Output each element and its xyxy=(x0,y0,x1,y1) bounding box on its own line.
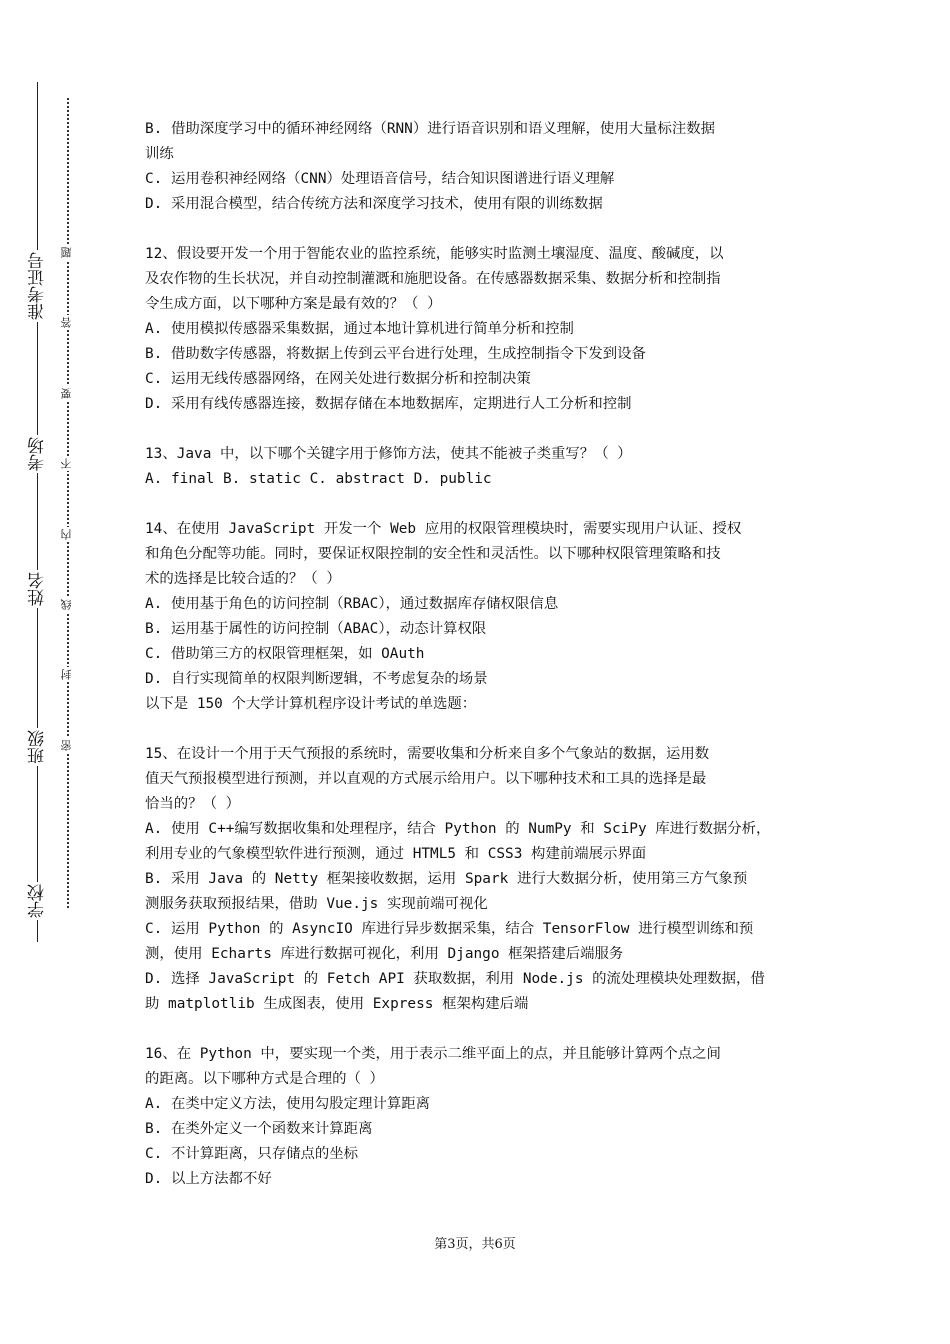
question-content xyxy=(145,117,825,1192)
q11-option-c: C. 运用卷积神经网络（CNN）处理语音信号，结合知识图谱进行语义理解 xyxy=(145,171,615,187)
q12-option-c: C. 运用无线传感器网络，在网关处进行数据分析和控制决策 xyxy=(145,371,531,387)
q15-option-a-line: A. 使用 C++编写数据收集和处理程序，结合 Python 的 NumPy 和 SciPy 库进行数据分析， xyxy=(145,821,771,837)
q15-option-b-line: B. 采用 Java 的 Netty 框架接收数据，运用 Spark 进行大数据分析，使用第三方气象预 xyxy=(145,871,748,887)
q15-stem-line: 值天气预报模型进行预测，并以直观的方式展示给用户。以下哪种技术和工具的选择是最 xyxy=(145,771,707,787)
q15-option-a-line: 利用专业的气象模型软件进行预测，通过 HTML5 和 CSS3 构建前端展示界面 xyxy=(145,846,647,862)
cut-word: 线 xyxy=(60,599,73,610)
q15-stem-line: 恰当的？（ ） xyxy=(145,796,241,812)
q11-option-b-line: B. 借助深度学习中的循环神经网络（RNN）进行语音识别和语义理解，使用大量标注数据 xyxy=(145,121,716,137)
q14-stem-line: 术的选择是比较合适的？（ ） xyxy=(145,571,341,587)
q14-option-c: C. 借助第三方的权限管理框架，如 OAuth xyxy=(145,646,425,662)
q14-option-b: B. 运用基于属性的访问控制（ABAC），动态计算权限 xyxy=(145,621,487,637)
q13-stem: 13、Java 中，以下哪个关键字用于修饰方法，使其不能被子类重写？（ ） xyxy=(145,446,632,462)
cut-word: 要 xyxy=(60,388,73,399)
q12-stem-line: 及农作物的生长状况，并自动控制灌溉和施肥设备。在传感器数据采集、数据分析和控制指 xyxy=(145,271,721,287)
cut-word: 题 xyxy=(60,247,73,258)
q15-option-b-line: 测服务获取预报结果，借助 Vue.js 实现前端可视化 xyxy=(145,896,488,912)
binding-solid-line xyxy=(37,82,38,942)
q16-option-d: D. 以上方法都不好 xyxy=(145,1171,272,1187)
q15-option-c-line: C. 运用 Python 的 AsyncIO 库进行异步数据采集，结合 TensorFlow 进行模型训练和预 xyxy=(145,921,754,937)
q14-stem-line: 14、在使用 JavaScript 开发一个 Web 应用的权限管理模块时，需要实现用户认证、授权 xyxy=(145,521,742,537)
q15-option-c-line: 测，使用 Echarts 库进行数据可视化，利用 Django 框架搭建后端服务 xyxy=(145,946,624,962)
q16-stem-line: 的距离。以下哪种方式是合理的（ ） xyxy=(145,1071,384,1087)
cut-word: 答 xyxy=(60,317,73,328)
q13-options: A. final B. static C. abstract D. public xyxy=(145,471,492,487)
binding-dotted-line xyxy=(67,98,69,908)
q11-option-b-line: 训练 xyxy=(145,146,174,162)
exam-number-label: 准考证号 xyxy=(18,250,58,322)
q11-option-d: D. 采用混合模型，结合传统方法和深度学习技术，使用有限的训练数据 xyxy=(145,196,603,212)
q16-option-c: C. 不计算距离，只存储点的坐标 xyxy=(145,1146,359,1162)
q12-stem-line: 12、假设要开发一个用于智能农业的监控系统，能够实时监测土壤湿度、温度、酸碱度，以 xyxy=(145,246,724,262)
q12-option-a: A. 使用模拟传感器采集数据，通过本地计算机进行简单分析和控制 xyxy=(145,321,574,337)
school-label: 学校 xyxy=(18,882,58,920)
q12-option-b: B. 借助数字传感器，将数据上传到云平台进行处理，生成控制指令下发到设备 xyxy=(145,346,646,362)
binding-margin xyxy=(0,0,110,1344)
cut-word: 封 xyxy=(60,669,73,680)
cut-word: 内 xyxy=(60,529,73,540)
cut-word: 密 xyxy=(60,740,73,751)
q14-option-d: D. 自行实现简单的权限判断逻辑，不考虑复杂的场景 xyxy=(145,671,488,687)
q14-stem-line: 和角色分配等功能。同时，要保证权限控制的安全性和灵活性。以下哪种权限管理策略和技 xyxy=(145,546,721,562)
q16-option-a: A. 在类中定义方法，使用勾股定理计算距离 xyxy=(145,1096,431,1112)
q16-stem-line: 16、在 Python 中，要实现一个类，用于表示二维平面上的点，并且能够计算两个点之间 xyxy=(145,1046,721,1062)
exam-room-label: 考场 xyxy=(18,435,58,473)
section-intro: 以下是 150 个大学计算机程序设计考试的单选题： xyxy=(145,696,477,712)
q15-stem-line: 15、在设计一个用于天气预报的系统时，需要收集和分析来自多个气象站的数据，运用数 xyxy=(145,746,710,762)
page-footer: 第3页，共6页 xyxy=(434,1237,516,1252)
q16-option-b: B. 在类外定义一个函数来计算距离 xyxy=(145,1121,373,1137)
q14-option-a: A. 使用基于角色的访问控制（RBAC），通过数据库存储权限信息 xyxy=(145,596,559,612)
class-label: 班级 xyxy=(18,728,58,766)
q15-option-d-line: D. 选择 JavaScript 的 Fetch API 获取数据，利用 Node.js 的流处理模块处理数据，借 xyxy=(145,971,765,987)
cut-word: 不 xyxy=(60,458,73,469)
q12-stem-line: 令生成方面，以下哪种方案是最有效的？（ ） xyxy=(145,296,442,312)
q12-option-d: D. 采用有线传感器连接，数据存储在本地数据库，定期进行人工分析和控制 xyxy=(145,396,632,412)
q15-option-d-line: 助 matplotlib 生成图表，使用 Express 框架构建后端 xyxy=(145,996,529,1012)
name-label: 姓名 xyxy=(18,570,58,608)
